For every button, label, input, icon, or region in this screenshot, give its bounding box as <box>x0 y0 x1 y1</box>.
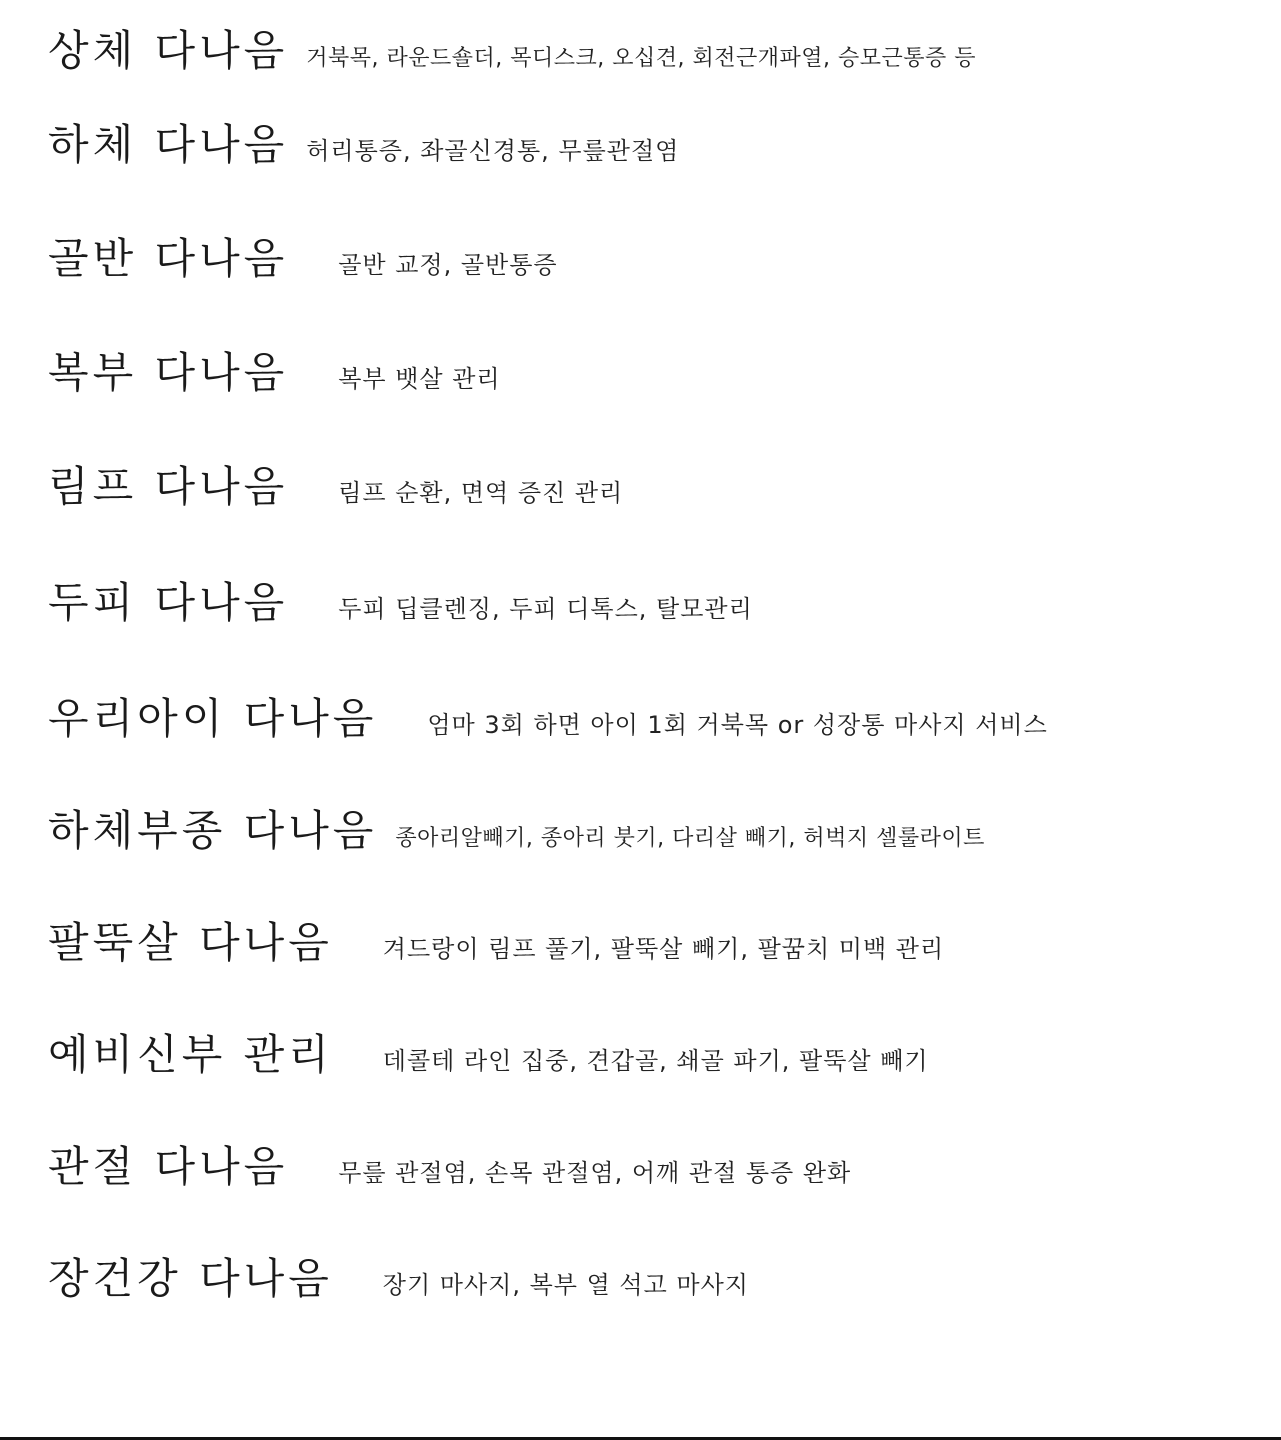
service-row-bridal <box>48 1022 929 1082</box>
service-row-joint <box>48 1134 851 1194</box>
service-row-upper-arm <box>48 910 944 970</box>
service-row-abdomen <box>48 340 501 400</box>
service-title: 림프 다나음 <box>48 462 289 511</box>
service-description: 종아리알빼기, 종아리 붓기, 다리살 빼기, 허벅지 셀룰라이트 <box>395 826 985 851</box>
service-title: 두피 다나음 <box>48 578 289 627</box>
service-title: 장건강 다나음 <box>48 1254 333 1303</box>
service-description: 골반 교정, 골반통증 <box>338 251 558 279</box>
service-row-gut-health <box>48 1246 749 1306</box>
service-title: 상체 다나음 <box>48 26 289 75</box>
service-title: 팔뚝살 다나음 <box>48 918 333 967</box>
service-description: 두피 딥클렌징, 두피 디톡스, 탈모관리 <box>338 595 753 623</box>
service-title: 하체부종 다나음 <box>48 806 378 855</box>
service-title: 골반 다나음 <box>48 234 289 283</box>
service-row-scalp <box>48 570 753 630</box>
service-title: 예비신부 관리 <box>48 1030 333 1079</box>
service-row-lower-body <box>48 112 679 172</box>
service-description: 무릎 관절염, 손목 관절염, 어깨 관절 통증 완화 <box>338 1159 852 1187</box>
service-description: 허리통증, 좌골신경통, 무릎관절염 <box>306 137 680 165</box>
service-description: 복부 뱃살 관리 <box>338 365 501 393</box>
service-title: 우리아이 다나음 <box>48 694 378 743</box>
service-description: 겨드랑이 림프 풀기, 팔뚝살 빼기, 팔꿈치 미백 관리 <box>382 935 945 963</box>
service-row-leg-swelling <box>48 798 985 858</box>
service-row-our-child <box>48 686 1048 746</box>
service-row-lymph <box>48 454 623 514</box>
service-title: 하체 다나음 <box>48 120 289 169</box>
service-description: 거북목, 라운드숄더, 목디스크, 오십견, 회전근개파열, 승모근통증 등 <box>306 46 976 71</box>
service-description: 엄마 3회 하면 아이 1회 거북목 or 성장통 마사지 서비스 <box>427 711 1048 739</box>
service-title: 관절 다나음 <box>48 1142 289 1191</box>
service-row-pelvis <box>48 226 558 286</box>
service-description: 림프 순환, 면역 증진 관리 <box>338 479 624 507</box>
service-title: 복부 다나음 <box>48 348 289 397</box>
service-description: 장기 마사지, 복부 열 석고 마사지 <box>382 1271 749 1299</box>
service-description: 데콜테 라인 집중, 견갑골, 쇄골 파기, 팔뚝살 빼기 <box>382 1047 929 1075</box>
service-row-upper-body <box>48 18 976 78</box>
